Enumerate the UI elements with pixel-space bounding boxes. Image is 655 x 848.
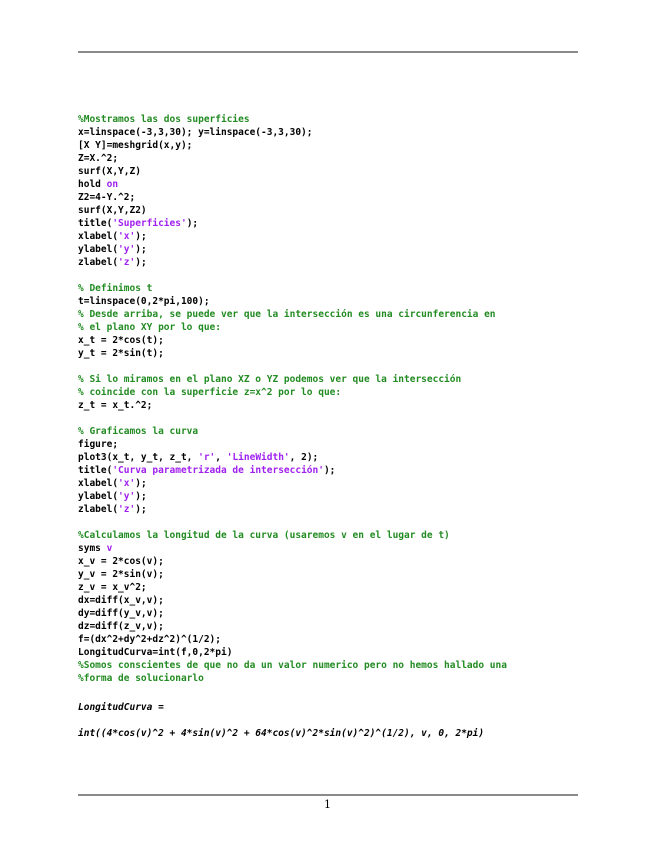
code-text: x_v = 2*cos(v); bbox=[78, 556, 164, 567]
code-line bbox=[78, 659, 578, 672]
code-text: xlabel( bbox=[78, 478, 119, 489]
code-text: dx=diff(x_v,v); bbox=[78, 595, 164, 606]
code-line bbox=[78, 321, 578, 334]
code-line bbox=[78, 542, 578, 555]
blank-line bbox=[78, 269, 578, 282]
code-line bbox=[78, 139, 578, 152]
code-line bbox=[78, 282, 578, 295]
code-comment: % el plano XY por lo que: bbox=[78, 322, 221, 333]
code-line bbox=[78, 191, 578, 204]
code-line bbox=[78, 204, 578, 217]
code-text: hold bbox=[78, 179, 107, 190]
code-line bbox=[78, 620, 578, 633]
code-line bbox=[78, 646, 578, 659]
code-text: z_v = x_v^2; bbox=[78, 582, 147, 593]
code-string: 'z' bbox=[118, 504, 136, 515]
code-text: z_t = x_t.^2; bbox=[78, 400, 153, 411]
code-text: f=(dx^2+dy^2+dz^2)^(1/2); bbox=[78, 634, 221, 645]
code-line bbox=[78, 334, 578, 347]
code-text: x_t = 2*cos(t); bbox=[78, 335, 164, 346]
code-line bbox=[78, 295, 578, 308]
code-string: 'z' bbox=[118, 257, 136, 268]
code-text: ); bbox=[135, 257, 147, 268]
code-line bbox=[78, 438, 578, 451]
code-line bbox=[78, 256, 578, 269]
code-line bbox=[78, 165, 578, 178]
code-text: syms bbox=[78, 543, 107, 554]
code-comment: % Desde arriba, se puede ver que la intersección es una circunferencia en bbox=[78, 309, 496, 320]
code-text: surf(X,Y,Z) bbox=[78, 166, 141, 177]
code-comment: % Si lo miramos en el plano XZ o YZ podemos ver que la intersección bbox=[78, 374, 462, 385]
code-text: y_t = 2*sin(t); bbox=[78, 348, 164, 359]
code-line bbox=[78, 113, 578, 126]
code-line bbox=[78, 425, 578, 438]
code-line bbox=[78, 308, 578, 321]
blank-line bbox=[78, 412, 578, 425]
code-line bbox=[78, 490, 578, 503]
code-text: ); bbox=[135, 504, 147, 515]
blank-line bbox=[78, 516, 578, 529]
code-line bbox=[78, 386, 578, 399]
code-text: title( bbox=[78, 465, 113, 476]
output-result-line: int((4*cos(v)^2 + 4*sin(v)^2 + 64*cos(v)^2*sin(v)^2)^(1/2), v, 0, 2*pi) bbox=[78, 728, 485, 739]
code-comment: %Mostramos las dos superficies bbox=[78, 114, 250, 125]
top-rule bbox=[78, 51, 578, 53]
code-line bbox=[78, 464, 578, 477]
code-text: Z=X.^2; bbox=[78, 153, 119, 164]
code-line bbox=[78, 529, 578, 542]
code-text: title( bbox=[78, 218, 113, 229]
code-string: 'Curva parametrizada de intersección' bbox=[112, 465, 324, 476]
code-string: 'LineWidth' bbox=[226, 452, 290, 463]
code-string: on bbox=[106, 179, 119, 190]
code-string: 'y' bbox=[118, 244, 136, 255]
blank-line bbox=[78, 360, 578, 373]
code-text: Z2=4-Y.^2; bbox=[78, 192, 136, 203]
code-line bbox=[78, 126, 578, 139]
code-text: zlabel( bbox=[78, 257, 119, 268]
code-text: ); bbox=[186, 218, 199, 229]
code-text: plot3(x_t, y_t, z_t, bbox=[78, 452, 199, 463]
code-string: 'x' bbox=[118, 231, 136, 242]
code-line bbox=[78, 607, 578, 620]
code-text: ); bbox=[323, 465, 336, 476]
code-text: dy=diff(y_v,v); bbox=[78, 608, 164, 619]
code-text: ); bbox=[135, 478, 147, 489]
code-line bbox=[78, 568, 578, 581]
code-line bbox=[78, 672, 578, 685]
bottom-rule bbox=[78, 794, 578, 796]
code-line bbox=[78, 633, 578, 646]
code-text: figure; bbox=[78, 439, 119, 450]
code-line bbox=[78, 347, 578, 360]
code-line bbox=[78, 243, 578, 256]
code-text: t=linspace(0,2*pi,100); bbox=[78, 296, 210, 307]
code-line bbox=[78, 217, 578, 230]
code-string: 'y' bbox=[118, 491, 136, 502]
code-text: y_v = 2*sin(v); bbox=[78, 569, 164, 580]
code-string: 'r' bbox=[198, 452, 216, 463]
code-text: dz=diff(z_v,v); bbox=[78, 621, 164, 632]
output-variable-line: LongitudCurva = bbox=[78, 702, 164, 713]
code-line bbox=[78, 581, 578, 594]
code-line bbox=[78, 152, 578, 165]
code-line bbox=[78, 503, 578, 516]
code-text: surf(X,Y,Z2) bbox=[78, 205, 147, 216]
code-text: LongitudCurva=int(f,0,2*pi) bbox=[78, 647, 233, 658]
code-text: zlabel( bbox=[78, 504, 119, 515]
code-string: v bbox=[106, 543, 113, 554]
code-comment: % Definimos t bbox=[78, 283, 153, 294]
code-comment: %Somos conscientes de que no da un valor numerico pero no hemos hallado una bbox=[78, 660, 507, 671]
code-comment: %forma de solucionarlo bbox=[78, 673, 204, 684]
code-text: ); bbox=[135, 244, 147, 255]
code-text: x=linspace(-3,3,30); y=linspace(-3,3,30); bbox=[78, 127, 313, 138]
code-text: ylabel( bbox=[78, 244, 119, 255]
code-text: , 2); bbox=[289, 452, 319, 463]
code-text: ); bbox=[135, 231, 147, 242]
code-string: 'Superficies' bbox=[112, 218, 187, 229]
code-line bbox=[78, 230, 578, 243]
code-text: [X Y]=meshgrid(x,y); bbox=[78, 140, 193, 151]
code-line bbox=[78, 373, 578, 386]
code-text: ); bbox=[135, 491, 147, 502]
code-listing bbox=[78, 113, 578, 685]
code-comment: %Calculamos la longitud de la curva (usaremos v en el lugar de t) bbox=[78, 530, 450, 541]
code-line bbox=[78, 451, 578, 464]
code-line bbox=[78, 178, 578, 191]
page-number: 1 bbox=[324, 798, 331, 811]
code-text: xlabel( bbox=[78, 231, 119, 242]
code-line bbox=[78, 555, 578, 568]
code-text: , bbox=[215, 452, 227, 463]
code-line bbox=[78, 477, 578, 490]
code-comment: % coincide con la superficie z=x^2 por lo que: bbox=[78, 387, 342, 398]
code-line bbox=[78, 399, 578, 412]
code-comment: % Graficamos la curva bbox=[78, 426, 199, 437]
code-string: 'x' bbox=[118, 478, 136, 489]
code-text: ylabel( bbox=[78, 491, 119, 502]
code-line bbox=[78, 594, 578, 607]
